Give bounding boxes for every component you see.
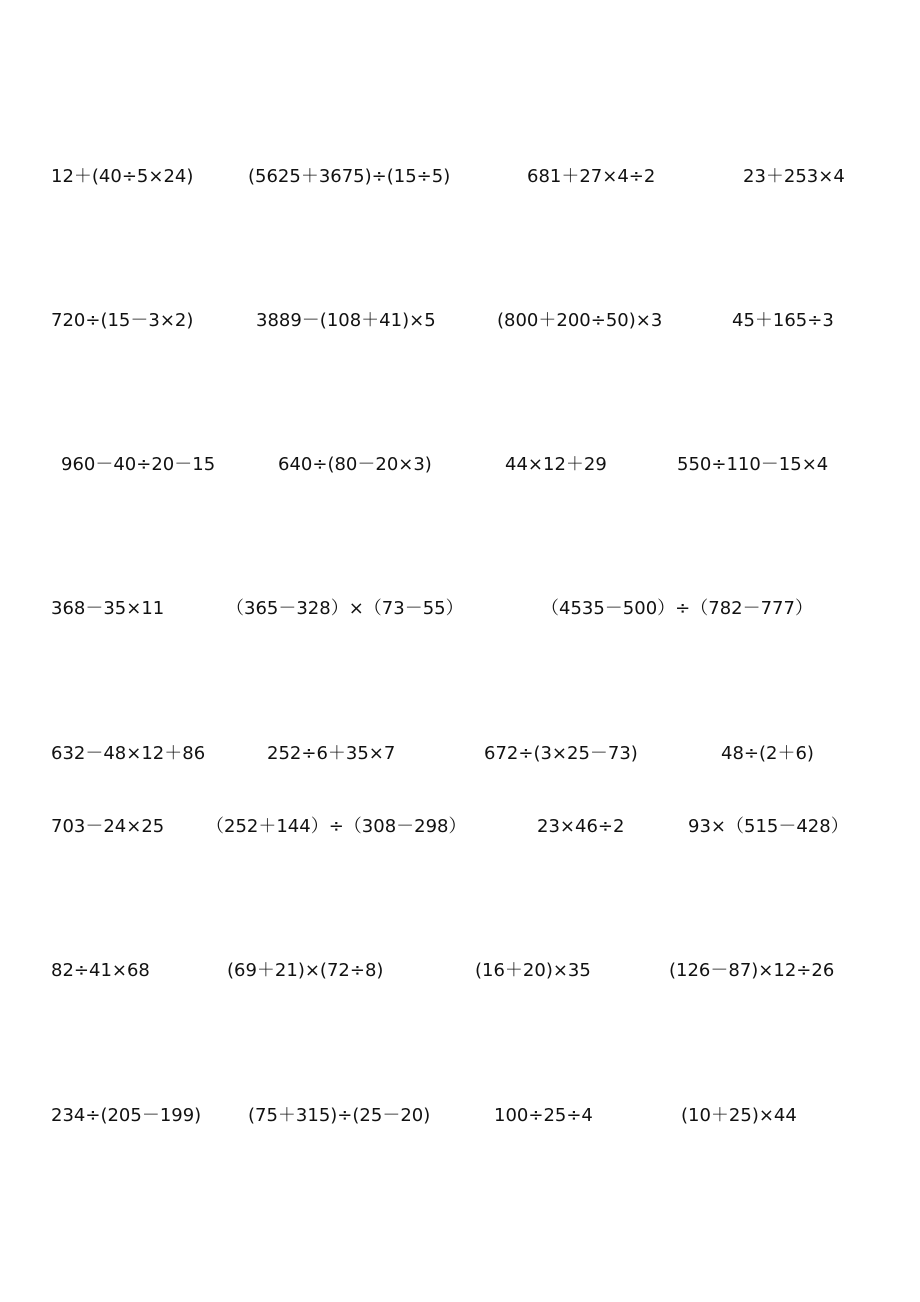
problem: 234÷(205－199) [51,1105,202,1126]
problem-row-5 [0,739,920,769]
problem: 681＋27×4÷2 [527,166,656,187]
problem: 252÷6＋35×7 [267,743,396,764]
problem: (5625＋3675)÷(15÷5) [248,166,451,187]
problem: 93×（515－428） [688,816,849,837]
problem-row-8 [0,1101,920,1131]
problem: 48÷(2＋6) [721,743,814,764]
problem-row-3 [0,450,920,480]
problem: 703－24×25 [51,816,165,837]
problem: (10＋25)×44 [681,1105,797,1126]
problem: 23×46÷2 [537,816,625,837]
problem: 672÷(3×25－73) [484,743,638,764]
problem-row-4 [0,594,920,624]
problem: 720÷(15－3×2) [51,310,194,331]
problem: 44×12＋29 [505,454,607,475]
problem: 640÷(80－20×3) [278,454,432,475]
problem-row-6 [0,812,920,842]
problem-row-7 [0,956,920,986]
problem: (800＋200÷50)×3 [497,310,663,331]
problem: 550÷110－15×4 [677,454,829,475]
problem: 45＋165÷3 [732,310,834,331]
problem-row-2 [0,306,920,336]
problem: 3889－(108＋41)×5 [256,310,436,331]
problem-row-1 [0,162,920,192]
problem: （252＋144）÷（308－298） [206,816,467,837]
problem: (75＋315)÷(25－20) [248,1105,431,1126]
problem: 632－48×12＋86 [51,743,206,764]
problem: 100÷25÷4 [494,1105,593,1126]
problem: 12＋(40÷5×24) [51,166,194,187]
problem: (69＋21)×(72÷8) [227,960,384,981]
problem: 23＋253×4 [743,166,845,187]
problem: (16＋20)×35 [475,960,591,981]
problem: （4535－500）÷（782－777） [541,598,813,619]
problem: 960－40÷20－15 [61,454,216,475]
problem: 368－35×11 [51,598,165,619]
problem: （365－328）×（73－55） [226,598,464,619]
problem: 82÷41×68 [51,960,150,981]
problem: (126－87)×12÷26 [669,960,835,981]
